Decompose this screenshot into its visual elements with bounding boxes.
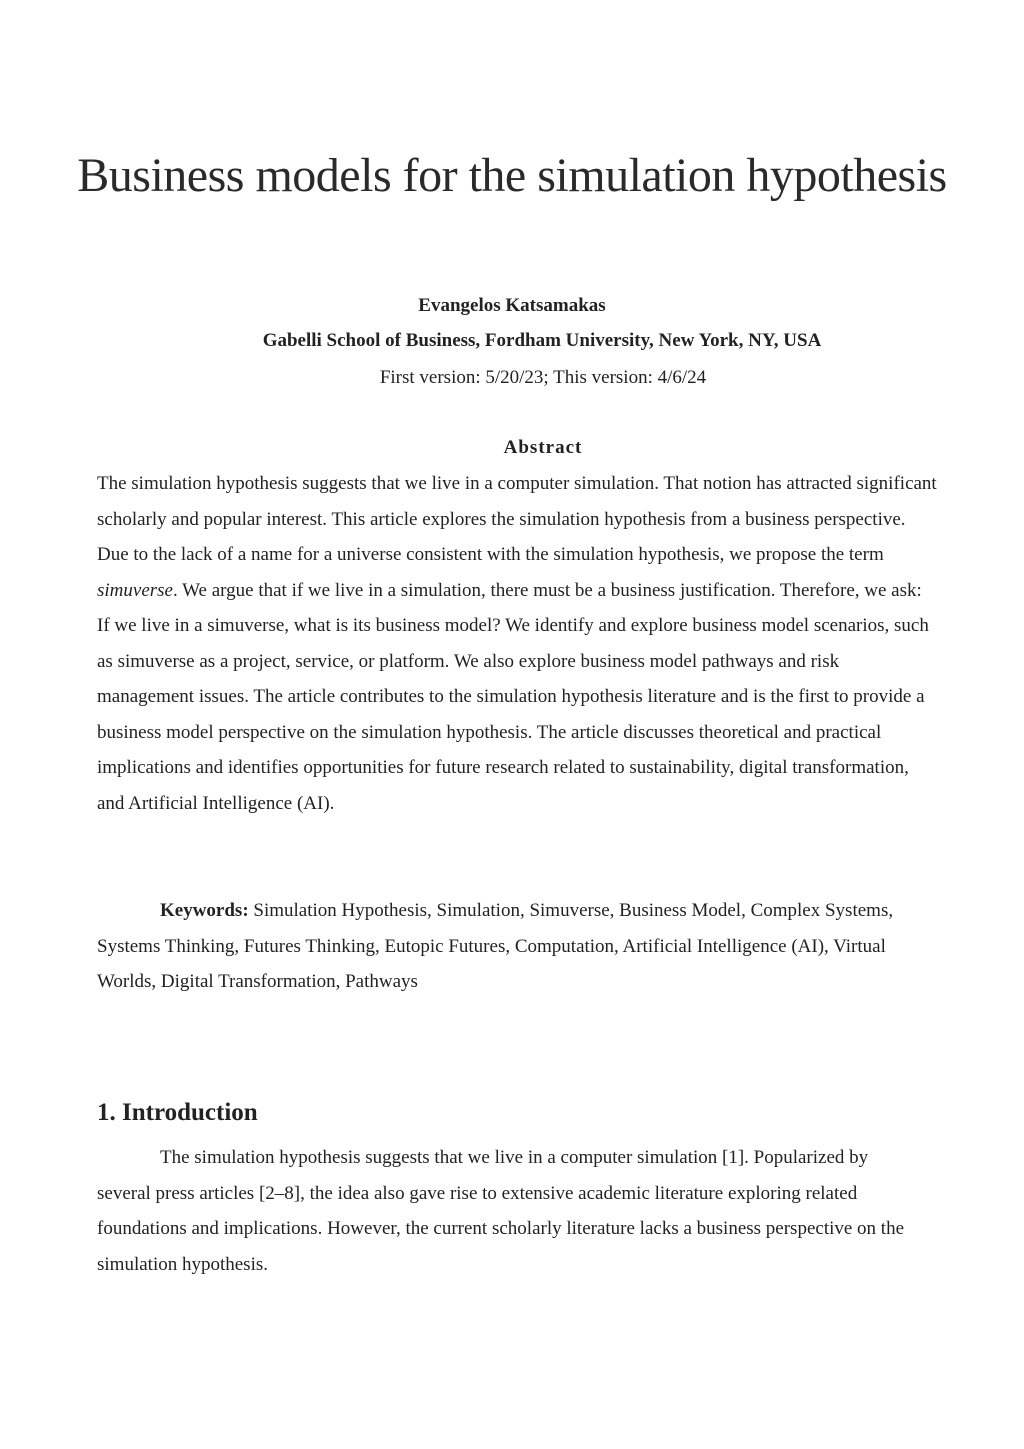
version-info: First version: 5/20/23; This version: 4/6/24 — [379, 367, 707, 388]
paper-title: Business models for the simulation hypothesis — [77, 149, 947, 202]
abstract-heading: Abstract — [503, 437, 583, 458]
author-name: Evangelos Katsamakas — [418, 295, 606, 316]
keywords-paragraph — [97, 893, 937, 1000]
introduction-paragraph: The simulation hypothesis suggests that we live in a computer simulation [1]. Popularized by several press articles [2–8], the idea also gave rise to extensive academic literature exploring related foundations and implications. However, the current scholarly literature lacks a business perspective on the simulation hypothesis. — [97, 1147, 905, 1275]
abstract-text-part-2: . We argue that if we live in a simulation, there must be a business justification. Therefore, we ask: If we live in a simuverse, what is its business model? We identify and explore business model scenarios, such as simuverse as a project, service, or platform. We also explore business model pathways and risk management issues. The article contributes to the simulation hypothesis literature and is the first to provide a business model perspective on the simulation hypothesis. The article discusses theoretical and practical implications and identifies opportunities for future research related to sustainability, digital transformation, and Artificial Intelligence (AI). — [97, 579, 929, 814]
keywords-label: Keywords: — [160, 900, 249, 921]
author-affiliation: Gabelli School of Business, Fordham University, New York, NY, USA — [262, 330, 822, 351]
abstract-text-part-1: The simulation hypothesis suggests that we live in a computer simulation. That notion has attracted significant scholarly and popular interest. This article explores the simulation hypothesis from a business perspective. Due to the lack of a name for a universe consistent with the simulation hypothesis, we propose the term — [97, 473, 937, 565]
abstract-body — [97, 466, 937, 821]
abstract-term: simuverse — [97, 579, 173, 601]
section-heading-introduction: 1. Introduction — [97, 1099, 258, 1126]
keywords-list: Simulation Hypothesis, Simulation, Simuverse, Business Model, Complex Systems, Systems Thinking, Futures Thinking, Eutopic Futures, Computation, Artificial Intelligence (AI), Virtual Worlds, Digital Transformation, Pathways — [97, 900, 894, 992]
